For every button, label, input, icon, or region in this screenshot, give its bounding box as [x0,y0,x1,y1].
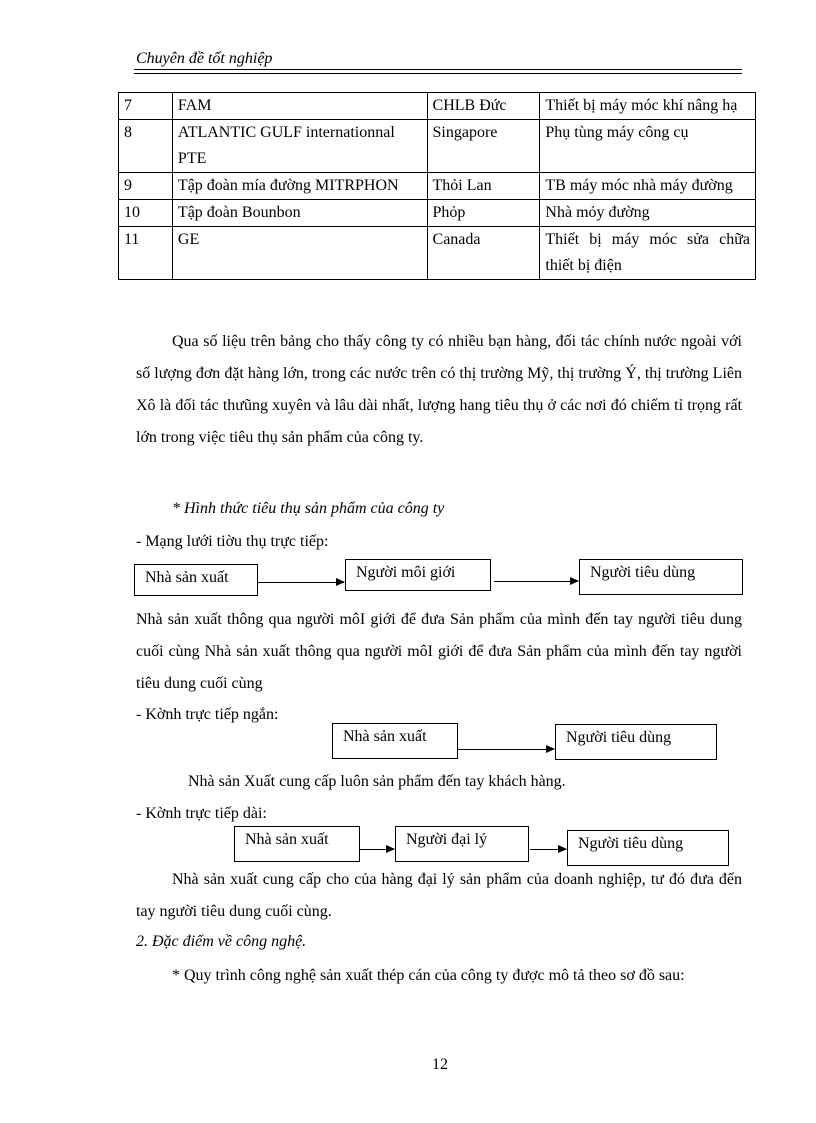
partner-country: Canada [427,227,540,280]
partner-country: Thỏi Lan [427,173,540,200]
long-channel-label: - Kờnh trực tiếp dài: [136,805,267,822]
document-header-title: Chuyên đề tốt nghiệp [136,50,273,67]
table-row [119,120,756,173]
partner-product: Nhà mỏy đường [540,200,756,227]
partner-product: Thiết bị máy móc sửa chữa thiết bị điện [540,227,756,280]
flow-arrow [530,849,566,850]
flow-box-agent: Người đại lý [395,826,529,862]
partner-name: FAM [172,93,427,120]
flow-box-producer: Nhà sản xuất [134,564,258,596]
partner-product: Phụ tùng máy công cụ [540,120,756,173]
flow-box-consumer: Người tiêu dùng [555,724,717,760]
flow-box-broker: Người môi giới [345,559,491,591]
row-number: 7 [119,93,173,120]
partner-name: Tập đoàn mía đường MITRPHON [172,173,427,200]
long-channel-description: Nhà sản xuất cung cấp cho của hàng đại lý sản phẩm của doanh nghiệp, tư đó đưa đến tay người tiêu dung cuối cùng. [136,871,742,920]
partner-name: GE [172,227,427,280]
direct-network-description: Nhà sản xuất thông qua người môI giới để đưa Sản phẩm của mình đến tay người tiêu dung cuối cùng Nhà sản xuất thông qua người môI giới để đưa Sản phẩm của mình đến tay người tiêu dung cuối cùng [136,611,742,692]
row-number: 10 [119,200,173,227]
table-row [119,200,756,227]
table-row [119,173,756,200]
partner-product: Thiết bị máy móc khí nâng hạ [540,93,756,120]
table-row [119,93,756,120]
paragraph-partners-summary: Qua số liệu trên bảng cho thấy công ty có nhiều bạn hàng, đối tác chính nước ngoài với số lượng đơn đặt hàng lớn, trong các nước trên có thị trường Mỹ, thị trường Ý, thị trường Liên Xô là đối tác thưũng xuyên và lâu dài nhất, lượng hang tiêu thụ ở các nơi đó chiếm tỉ trọng rất lớn trong việc tiêu thụ sản phẩm của công ty. [136,333,742,446]
flow-arrow [360,849,394,850]
section-heading-sales-form: * Hình thức tiêu thụ sản phẩm của công ty [172,500,445,517]
partner-name: ATLANTIC GULF internationnal PTE [172,120,427,173]
paragraph-technology-process: * Quy trình công nghệ sản xuất thép cán của công ty được mô tả theo sơ đồ sau: [172,967,685,984]
short-channel-label: - Kờnh trực tiếp ngắn: [136,706,279,723]
direct-network-label: - Mạng lưới tiờu thụ trực tiếp: [136,533,329,550]
flow-box-producer: Nhà sản xuất [332,723,458,759]
flow-arrow [258,582,344,583]
page-number: 12 [432,1056,448,1073]
partner-product: TB máy móc nhà máy đường [540,173,756,200]
partners-table [118,92,756,280]
flow-arrow [494,581,578,582]
table-row [119,227,756,280]
partner-country: CHLB Đức [427,93,540,120]
flow-box-consumer: Người tiêu dùng [579,559,743,595]
header-rule [134,69,742,70]
section-heading-technology: 2. Đặc điểm về công nghệ. [136,933,307,950]
row-number: 9 [119,173,173,200]
partner-country: Singapore [427,120,540,173]
flow-box-consumer: Người tiêu dùng [567,830,729,866]
partner-country: Phỏp [427,200,540,227]
flow-arrow [458,749,554,750]
partner-name: Tập đoàn Bounbon [172,200,427,227]
row-number: 8 [119,120,173,173]
short-channel-description: Nhà sản Xuất cung cấp luôn sản phẩm đến tay khách hàng. [188,773,566,790]
header-rule [134,73,742,74]
row-number: 11 [119,227,173,280]
flow-box-producer: Nhà sản xuất [234,826,360,862]
